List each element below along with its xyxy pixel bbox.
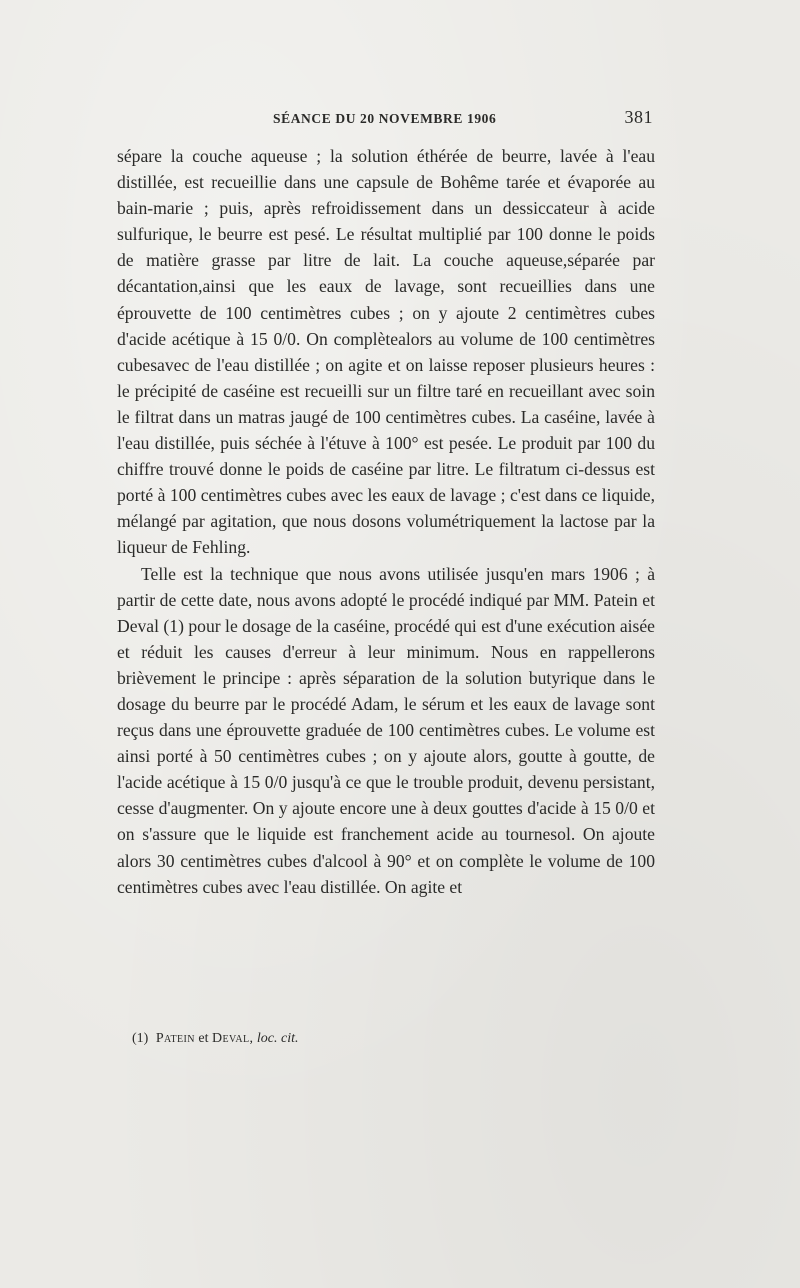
footnote-reference: loc. cit. bbox=[256, 1031, 299, 1046]
footnote-number: (1) bbox=[132, 1031, 149, 1046]
page-number: 381 bbox=[624, 107, 653, 127]
running-head bbox=[117, 107, 655, 131]
footnote-author-patein: Patein bbox=[155, 1031, 195, 1046]
footnote-author-deval: Deval, bbox=[212, 1031, 254, 1046]
paragraph-continued: sépare la couche aqueuse ; la solution éthérée de beurre, lavée à l'eau distillée, est recueillie dans une capsule de Bohême tarée et évaporée au bain-marie ; puis, après refroidissement dans un dessiccateur à acide sulfurique, le beurre est pesé. Le résultat multiplié par 100 donne le poids de matière grasse par litre de lait. La couche aqueuse,séparée par décantation,ainsi que les eaux de lavage, sont recueillies dans une éprouvette de 100 centimètres cubes ; on y ajoute 2 centimètres cubes d'acide acétique à 15 0/0. On complètealors au volume de 100 centimètres cubesavec de l'eau distillée ; on agite et on laisse reposer plusieurs heures : le précipité de caséine est recueilli sur un filtre taré en recueillant avec soin le filtrat dans un matras jaugé de 100 centimètres cubes. La caséine, lavée à l'eau distillée, puis séchée à l'étuve à 100° est pesée. Le produit par 100 du chiffre trouvé donne le poids de caséine par litre. Le filtratum ci-dessus est porté à 100 centimètres cubes avec les eaux de lavage ; c'est dans ce liquide, mélangé par agitation, que nous dosons volumétriquement la lactose par la liqueur de Fehling. bbox=[117, 146, 655, 558]
body-text bbox=[117, 143, 655, 900]
running-title: SÉANCE DU 20 NOVEMBRE 1906 bbox=[273, 111, 497, 126]
paragraph-technique: Telle est la technique que nous avons utilisée jusqu'en mars 1906 ; à partir de cette date, nous avons adopté le procédé indiqué par MM. Patein et Deval (1) pour le dosage de la caséine, procédé qui est d'une exécution aisée et réduit les causes d'erreur à leur minimum. Nous en rappellerons brièvement le principe : après séparation de la solution butyrique dans le dosage du beurre par le procédé Adam, le sérum et les eaux de lavage sont reçus dans une éprouvette graduée de 100 centimètres cubes. Le volume est ainsi porté à 50 centimètres cubes ; on y ajoute alors, goutte à goutte, de l'acide acétique à 15 0/0 jusqu'à ce que le trouble produit, devenu persistant, cesse d'augmenter. On y ajoute encore une à deux gouttes d'acide à 15 0/0 et on s'assure que le liquide est franchement acide au tournesol. On ajoute alors 30 centimètres cubes d'alcool à 90° et on complète le volume de 100 centimètres cubes avec l'eau distillée. On agite et bbox=[117, 563, 655, 897]
footnote-conjunction: et bbox=[198, 1031, 209, 1046]
footnote bbox=[132, 1029, 632, 1049]
